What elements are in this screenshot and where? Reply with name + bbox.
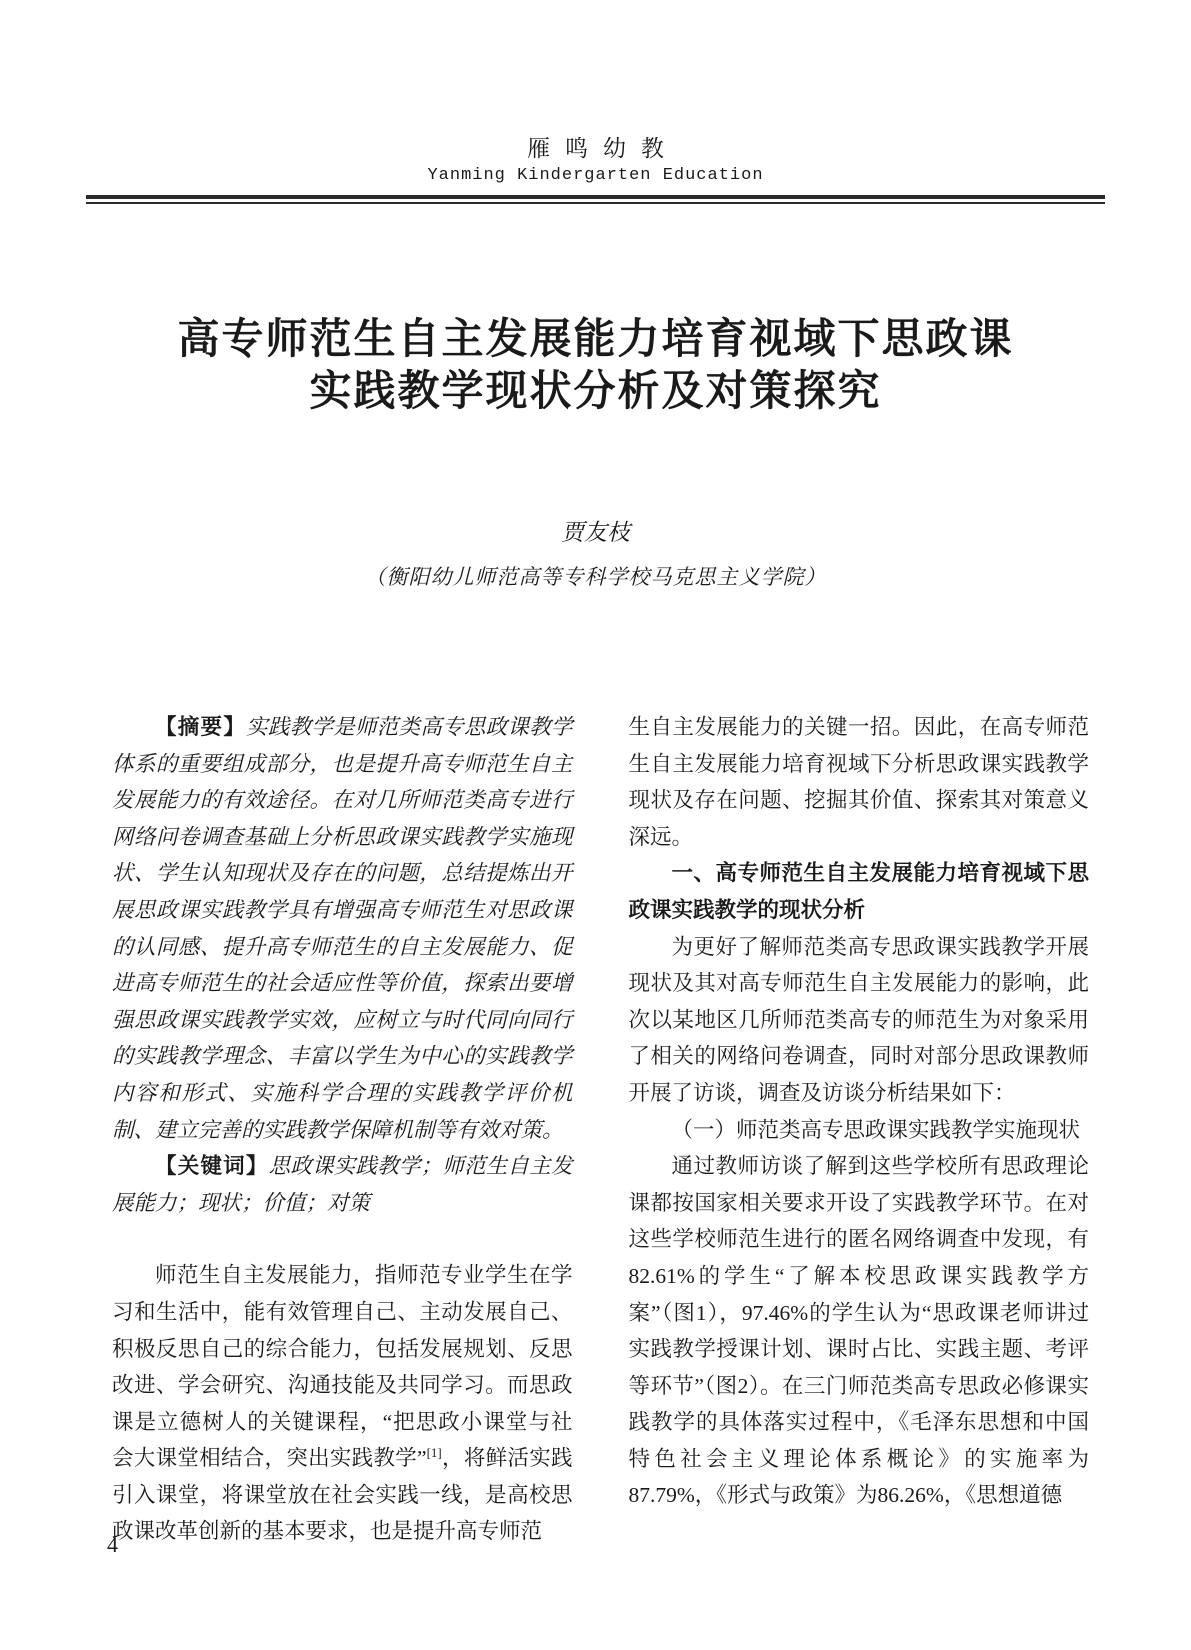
abstract-label: 【摘要】 (155, 715, 247, 739)
intro-text-post: ，将鲜活实践引入课堂，将课堂放在社会实践一线，是高校思政课改革创新的基本要求，也是提升高专师范 (112, 1446, 573, 1544)
journal-title-en: Yanming Kindergarten Education (427, 166, 764, 185)
author-name: 贾友枝 (561, 520, 630, 545)
journal-title-cn: 雁鸣幼教 (527, 136, 679, 161)
article-body (112, 709, 1089, 1550)
keywords-label: 【关键词】 (155, 1154, 269, 1179)
subsection-1-paragraph: 通过教师访谈了解到这些学校所有思政理论课都按国家相关要求开设了实践教学环节。在对这些学校师范生进行的匿名网络调查中发现，有82.61%的学生“了解本校思政课实践教学方案”（图1），97.46%的学生认为“思政课老师讲过实践教学授课计划、课时占比、实践主题、考评等环节”（图2）。在三门师范类高专思政必修课实践教学的具体落实过程中，《毛泽东思想和中国特色社会主义理论体系概论》的实施率为87.79%，《形式与政策》为86.26%，《思想道德 (628, 1154, 1089, 1508)
subsection-1-heading: （一）师范类高专思政课实践教学实施现状 (671, 1117, 1081, 1142)
article-title (90, 314, 1101, 418)
author-affiliation: （衡阳幼儿师范高等专科学校马克思主义学院） (364, 565, 827, 589)
article-title-line2: 实践教学现状分析及对策探究 (309, 369, 882, 415)
citation-ref-1: [1] (426, 1445, 442, 1461)
article-title-line1: 高专师范生自主发展能力培育视域下思政课 (177, 317, 1014, 363)
abstract-paragraph (112, 709, 573, 1148)
header-divider-rule (86, 195, 1105, 204)
page-number: 4 (107, 1532, 118, 1557)
keywords-paragraph (112, 1148, 573, 1221)
left-column (112, 709, 573, 1550)
abstract-text: 实践教学是师范类高专思政课教学体系的重要组成部分，也是提升高专师范生自主发展能力的有效途径。在对几所师范类高专进行网络问卷调查基础上分析思政课实践教学实施现状、学生认知现状及存在的问题，总结提炼出开展思政课实践教学具有增强高专师范生对思政课的认同感、提升高专师范生的自主发展能力、促进高专师范生的社会适应性等价值，探索出要增强思政课实践教学实效，应树立与时代同向同行的实践教学理念、丰富以学生为中心的实践教学内容和形式、实施科学合理的实践教学评价机制、建立完善的实践教学保障机制等有效对策。 (112, 715, 573, 1142)
intro-text-pre: 师范生自主发展能力，指师范专业学生在学习和生活中，能有效管理自己、主动发展自己、积极反思自己的综合能力，包括发展规划、反思改进、学会研究、沟通技能及共同学习。而思政课是立德树人的关键课程，“把思政小课堂与社会大课堂相结合，突出实践教学” (112, 1263, 573, 1471)
section-1-paragraph: 为更好了解师范类高专思政课实践教学开展现状及其对高专师范生自主发展能力的影响，此次以某地区几所师范类高专的师范生为对象采用了相关的网络问卷调查，同时对部分思政课教师开展了访谈，调查及访谈分析结果如下： (628, 934, 1089, 1105)
continuation-paragraph: 生自主发展能力的关键一招。因此，在高专师范生自主发展能力培育视域下分析思政课实践教学现状及存在问题、挖掘其价值、探索其对策意义深远。 (628, 715, 1089, 849)
right-column (629, 709, 1090, 1550)
section-1-heading: 一、高专师范生自主发展能力培育视域下思政课实践教学的现状分析 (628, 861, 1089, 922)
journal-header (0, 0, 1191, 204)
keywords-text: 思政课实践教学；师范生自主发展能力；现状；价值；对策 (112, 1154, 573, 1215)
intro-paragraph (112, 1257, 573, 1550)
